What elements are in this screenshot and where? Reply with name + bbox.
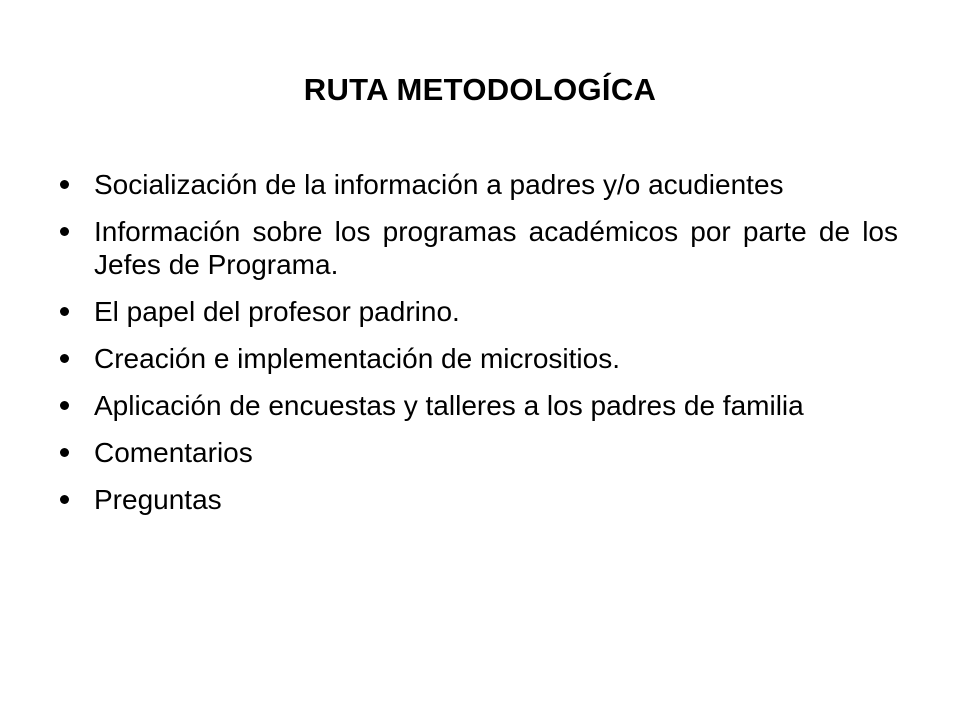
- bullet-item-preguntas: [58, 483, 898, 516]
- bullet-text: Creación e implementación de micrositios.: [94, 343, 620, 374]
- bullet-dot-icon: [60, 307, 69, 316]
- bullet-dot-icon: [60, 180, 69, 189]
- bullet-text: Aplicación de encuestas y talleres a los padres de familia: [94, 390, 804, 421]
- bullet-item-socializacion: [58, 168, 898, 201]
- bullet-dot-icon: [60, 227, 69, 236]
- bullet-item-informacion-programas: [58, 215, 898, 281]
- bullet-dot-icon: [60, 401, 69, 410]
- bullet-text: Preguntas: [94, 484, 222, 515]
- bullet-text: Socialización de la información a padres y/o acudientes: [94, 169, 784, 200]
- bullet-text: Información sobre los programas académicos por parte de los Jefes de Programa.: [94, 216, 898, 280]
- bullet-text: El papel del profesor padrino.: [94, 296, 460, 327]
- bullet-text: Comentarios: [94, 437, 253, 468]
- slide-title: RUTA METODOLOGÍCA: [303, 72, 657, 107]
- bullet-list: [58, 168, 898, 530]
- bullet-item-comentarios: [58, 436, 898, 469]
- bullet-dot-icon: [60, 448, 69, 457]
- bullet-item-micrositios: [58, 342, 898, 375]
- bullet-dot-icon: [60, 495, 69, 504]
- bullet-item-encuestas-talleres: [58, 389, 898, 422]
- bullet-dot-icon: [60, 354, 69, 363]
- bullet-item-profesor-padrino: [58, 295, 898, 328]
